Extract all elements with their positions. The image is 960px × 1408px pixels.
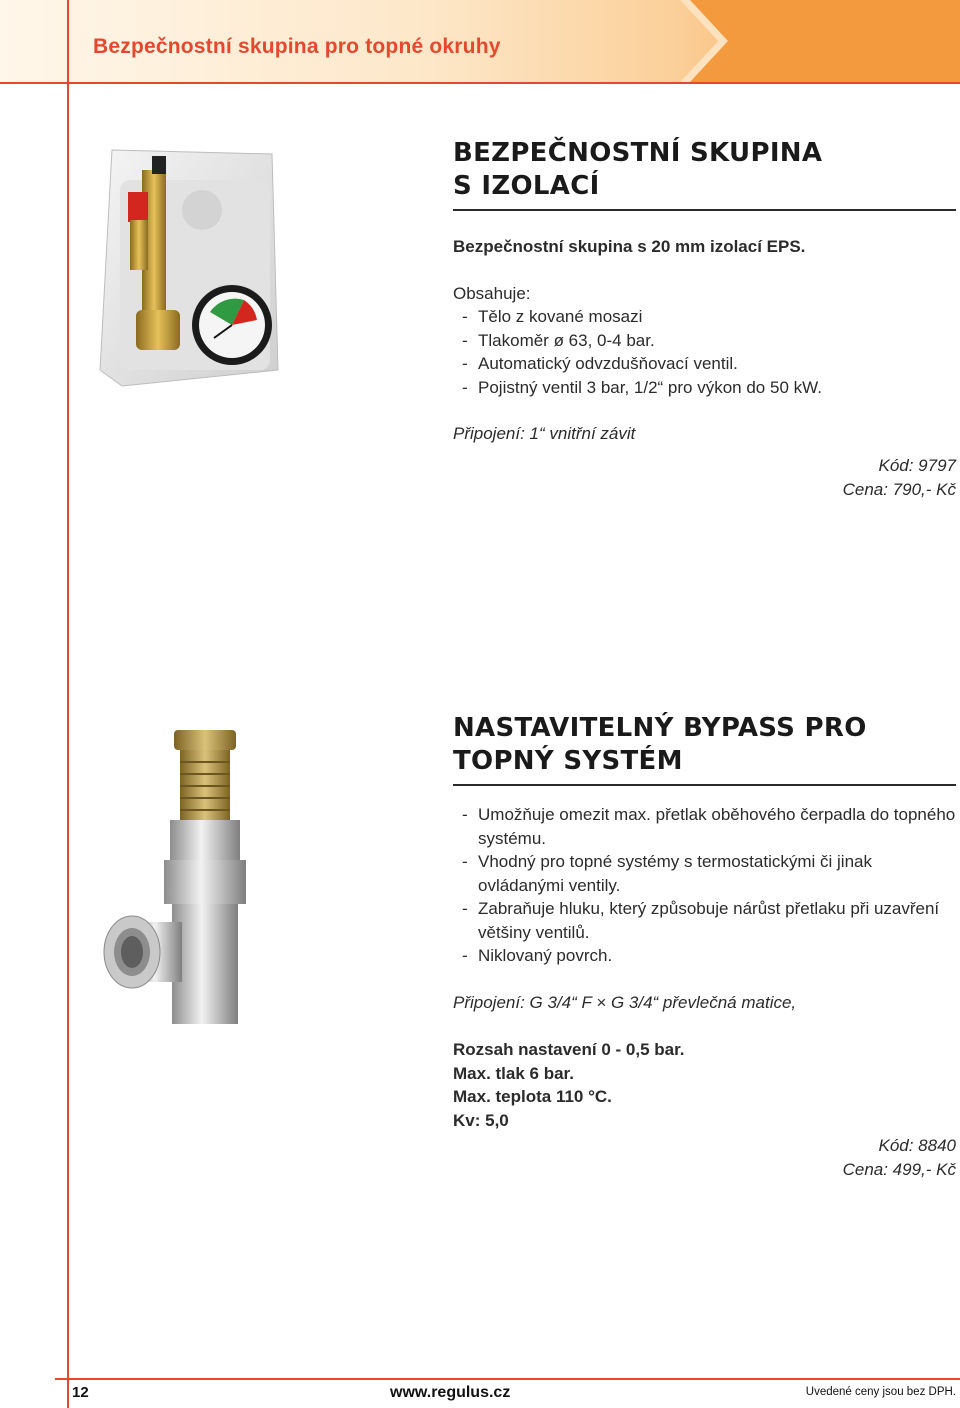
spec-item: Kv: 5,0 [453,1110,509,1130]
spec-item: Rozsah nastavení 0 - 0,5 bar. [453,1040,685,1059]
bypass-valve-product-image [92,722,262,1032]
connection-info: Připojení: 1“ vnitřní závit [453,424,636,443]
product-code: Kód: 9797 [878,455,956,475]
features-list [453,803,956,968]
product-price: Cena: 499,- Kč [842,1160,956,1179]
footer-url: www.regulus.cz [390,1384,511,1401]
header-arrow-graphic [680,0,960,84]
contains-label: Obsahuje: [453,283,531,303]
product-title [453,712,956,786]
list-item: - Umožňuje omezit max. přetlak oběhového čerpadla do topného systému. [453,803,956,850]
list-item: - Tlakoměr ø 63, 0-4 bar. [453,329,956,353]
product-lead: Bezpečnostní skupina s 20 mm izolací EPS. [453,237,806,256]
list-item: - Tělo z kované mosazi [453,305,956,329]
list-item: - Vhodný pro topné systémy s termostatickými či jinak ovládanými ventily. [453,850,956,897]
page-number: 12 [72,1384,89,1401]
spec-item: Max. tlak 6 bar. [453,1063,574,1083]
margin-line [67,0,69,1408]
list-item: - Automatický odvzdušňovací ventil. [453,352,956,376]
page-title: Bezpečnostní skupina pro topné okruhy [93,35,501,58]
product-title-line1: NASTAVITELNÝ BYPASS PRO [453,713,867,743]
safety-group-product-image [92,140,292,400]
specs-list [453,1038,956,1132]
page-header [0,0,960,84]
product-bypass [453,712,956,1182]
product-title-line1: BEZPEČNOSTNÍ SKUPINA [453,138,823,168]
spec-item: Max. teplota 110 °C. [453,1087,612,1106]
product-price: Cena: 790,- Kč [842,479,956,499]
footer-divider [55,1378,960,1380]
connection-info: Připojení: G 3/4“ F × G 3/4“ převlečná matice, [453,992,797,1012]
header-divider [0,82,960,84]
product-title-line2: S IZOLACÍ [453,171,600,201]
contains-list [453,305,956,399]
list-item: - Pojistný ventil 3 bar, 1/2“ pro výkon do 50 kW. [453,376,956,400]
list-item: - Niklovaný povrch. [453,944,956,968]
product-title-line2: TOPNÝ SYSTÉM [453,746,683,776]
price-note: Uvedené ceny jsou bez DPH. [805,1386,956,1398]
product-safety-group [453,137,956,502]
product-code: Kód: 8840 [878,1136,956,1155]
product-title [453,137,956,211]
list-item: - Zabraňuje hluku, který způsobuje nárůst přetlaku při uzavření většiny ventilů. [453,897,956,944]
